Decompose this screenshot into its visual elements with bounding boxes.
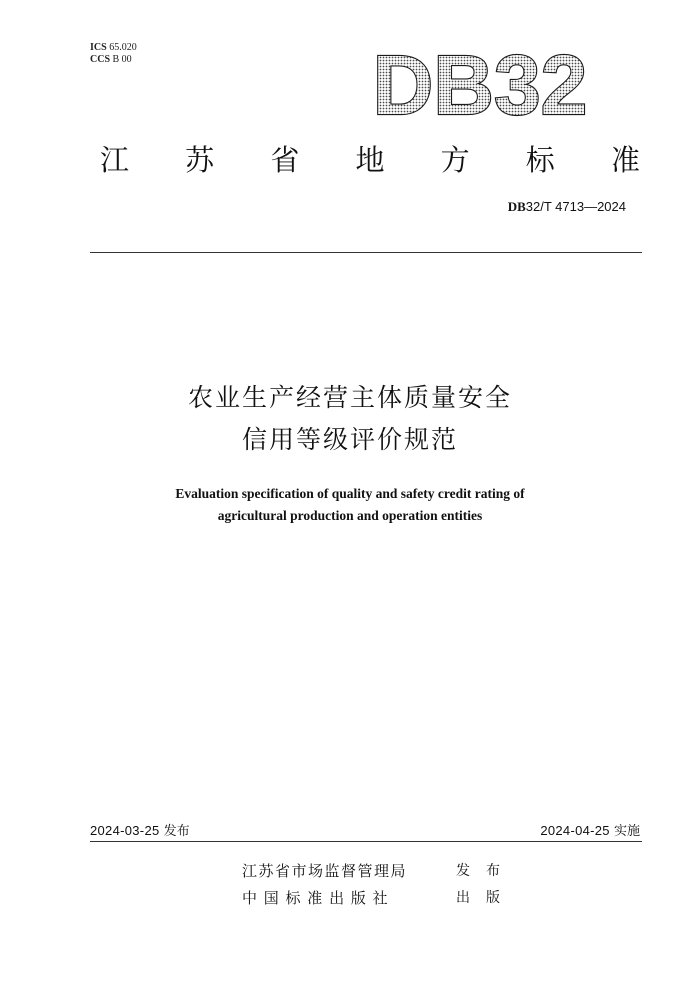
title-cn-line2: 信用等级评价规范 (241, 425, 458, 454)
title-cn-line1: 农业生产经营主体质量安全 (187, 383, 512, 412)
title-en-line1: Evaluation specification of quality and safety credit rating of (175, 486, 525, 501)
standard-type-char: 地 (355, 143, 385, 177)
title-en-line2: agricultural production and operation entities (217, 508, 483, 523)
bottom-divider (90, 841, 642, 842)
standard-type-char: 方 (440, 143, 470, 177)
standard-number-prefix: DB (507, 199, 526, 214)
press-action: 出版 (456, 890, 516, 906)
publishing-house: 中 国 标 准 出 版 社 (242, 889, 389, 907)
standard-type-char: 准 (610, 143, 640, 177)
issuer-action: 发布 (456, 863, 516, 879)
ics-label: ICS (90, 42, 107, 53)
ccs-label: CCS (90, 54, 111, 65)
issue-date-value: 2024-03-25 (90, 823, 160, 838)
standard-type-char: 省 (270, 143, 300, 177)
standard-number (508, 199, 626, 216)
db32-badge-text: DB32 (373, 44, 588, 124)
ics-value: 65.020 (109, 42, 137, 53)
implement-date-value: 2024-04-25 (540, 823, 610, 838)
standard-type-heading (100, 140, 640, 180)
issue-date-label: 发布 (163, 824, 190, 839)
ccs-value: B 00 (112, 54, 132, 65)
db32-badge-graphic (373, 44, 588, 124)
standard-type-char: 标 (525, 143, 555, 177)
top-divider (90, 252, 642, 253)
ics-code (90, 42, 137, 54)
standard-type-char: 苏 (185, 143, 215, 177)
ccs-code (90, 54, 132, 66)
issuing-authority: 江苏省市场监督管理局 (242, 862, 408, 880)
db32-badge (373, 44, 588, 128)
implement-date-label: 实施 (613, 824, 640, 839)
standard-number-rest: 32/T 4713—2024 (525, 199, 626, 214)
standard-type-char: 江 (100, 143, 130, 177)
implement-date (540, 823, 640, 840)
issue-date (90, 823, 190, 840)
